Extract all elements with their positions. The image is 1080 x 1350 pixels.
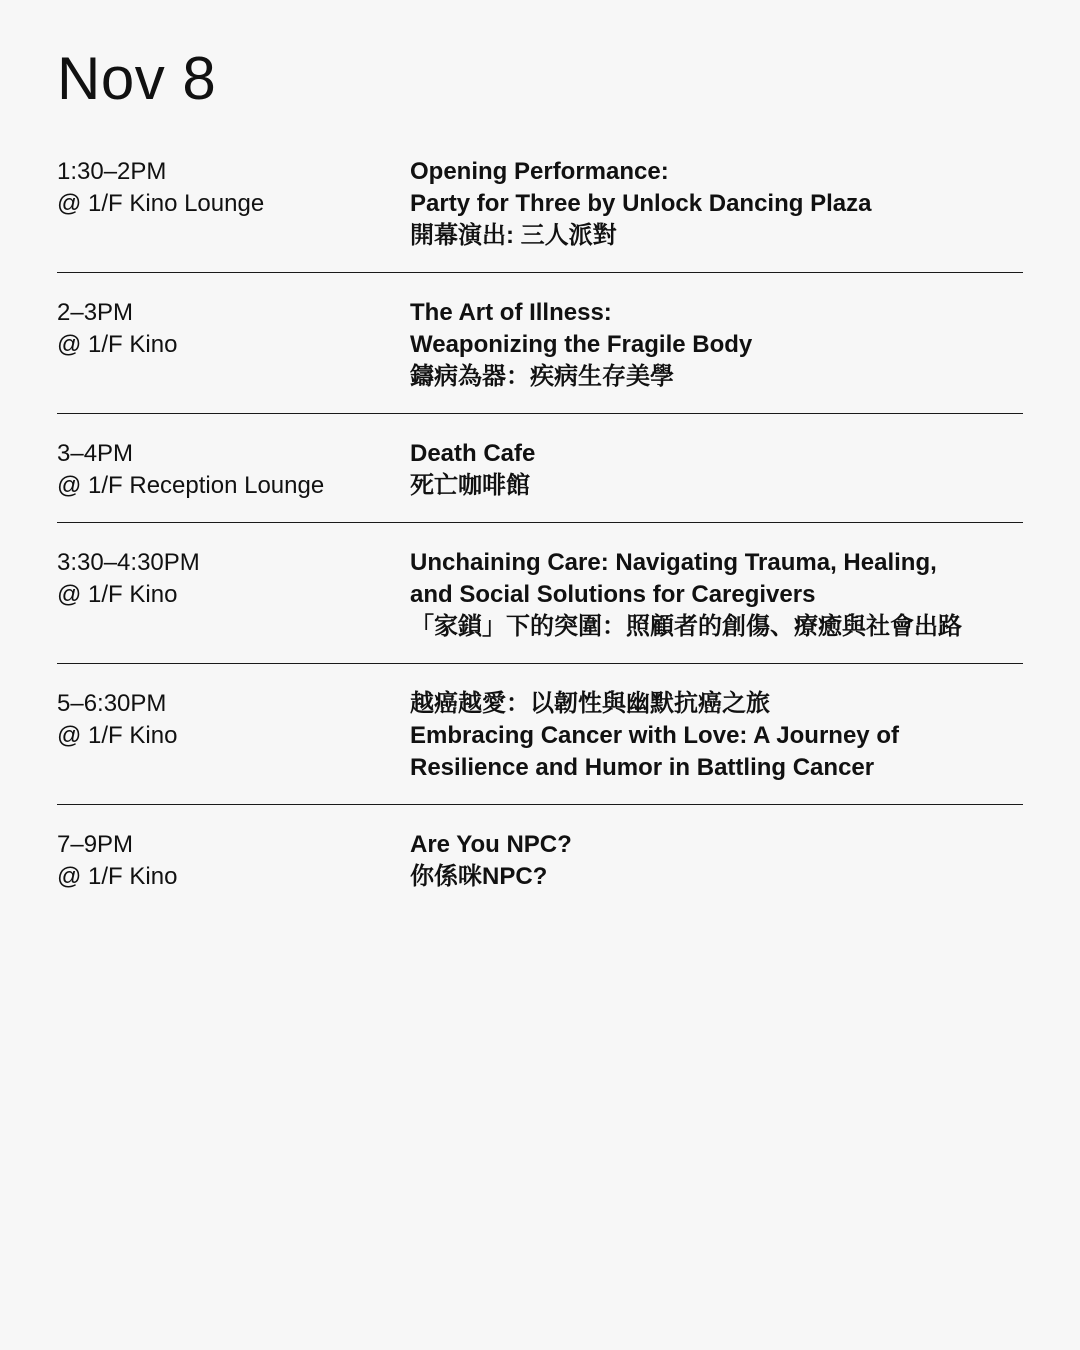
- event-location: @ 1/F Kino: [57, 722, 178, 749]
- event-title-line: 開幕演出: 三人派對: [410, 222, 617, 249]
- event-time: 5–6:30PM: [57, 690, 167, 717]
- event-time: 3–4PM: [57, 440, 134, 467]
- event-title: [410, 688, 1023, 784]
- event-title-line: 「家鎖」下的突圍：照顧者的創傷、療癒與社會出路: [410, 613, 962, 640]
- event-row: [57, 825, 1023, 913]
- event-title-line: Death Cafe: [410, 440, 536, 467]
- event-title-line: Are You NPC?: [410, 831, 572, 858]
- event-time: 3:30–4:30PM: [57, 549, 200, 576]
- event-row: [57, 684, 1023, 805]
- event-title: [410, 438, 1023, 502]
- event-location: @ 1/F Reception Lounge: [57, 472, 325, 499]
- event-row: [57, 543, 1023, 664]
- event-title-line: Opening Performance:: [410, 158, 669, 185]
- event-meta: [57, 688, 410, 784]
- event-title-line: 死亡咖啡館: [410, 472, 530, 499]
- event-title: [410, 297, 1023, 393]
- event-title-line: 越癌越愛：以韌性與幽默抗癌之旅: [410, 690, 770, 717]
- event-location: @ 1/F Kino: [57, 331, 178, 358]
- event-row: [57, 152, 1023, 273]
- event-title-line: and Social Solutions for Caregivers: [410, 581, 816, 608]
- event-time: 2–3PM: [57, 299, 134, 326]
- event-title-line: 你係咪NPC?: [410, 863, 548, 890]
- event-meta: [57, 297, 410, 393]
- event-location: @ 1/F Kino: [57, 581, 178, 608]
- schedule-list: [57, 152, 1023, 933]
- event-title-line: 鑄病為器：疾病生存美學: [410, 363, 674, 390]
- event-row: [57, 293, 1023, 414]
- event-title-line: Embracing Cancer with Love: A Journey of: [410, 722, 899, 749]
- event-meta: [57, 156, 410, 252]
- event-title: [410, 547, 1023, 643]
- event-row: [57, 434, 1023, 523]
- event-location: @ 1/F Kino Lounge: [57, 190, 265, 217]
- event-time: 1:30–2PM: [57, 158, 167, 185]
- event-title: [410, 156, 1023, 252]
- event-title: [410, 829, 1023, 893]
- date-heading: Nov 8: [57, 45, 217, 112]
- event-title-line: Party for Three by Unlock Dancing Plaza: [410, 190, 872, 217]
- event-title-line: Unchaining Care: Navigating Trauma, Healing,: [410, 549, 937, 576]
- event-meta: [57, 438, 410, 502]
- event-title-line: Resilience and Humor in Battling Cancer: [410, 754, 875, 781]
- event-time: 7–9PM: [57, 831, 134, 858]
- event-title-line: The Art of Illness:: [410, 299, 612, 326]
- event-meta: [57, 547, 410, 643]
- event-meta: [57, 829, 410, 893]
- event-title-line: Weaponizing the Fragile Body: [410, 331, 753, 358]
- event-location: @ 1/F Kino: [57, 863, 178, 890]
